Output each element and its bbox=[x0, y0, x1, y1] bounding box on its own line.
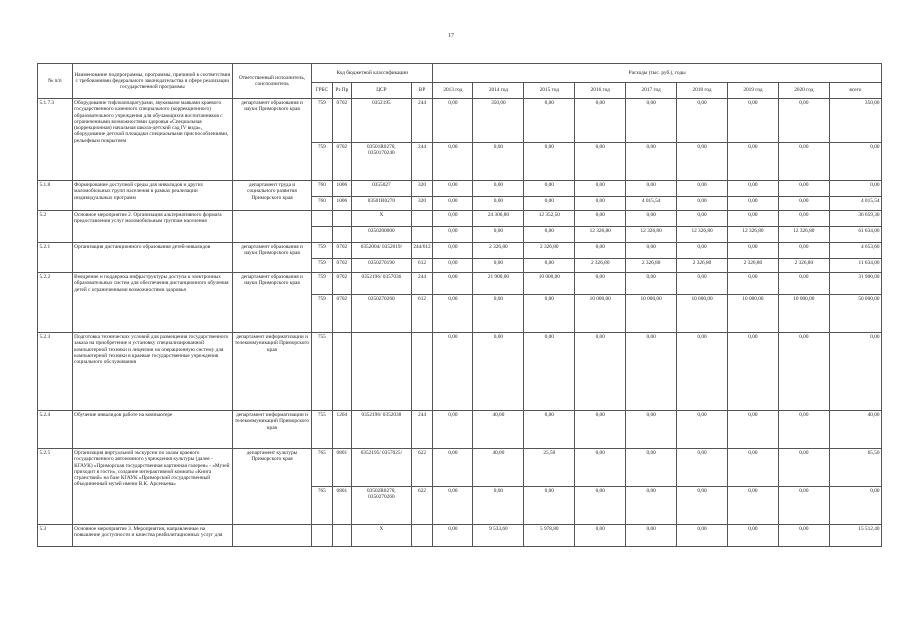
cell-2015: 0,00 bbox=[524, 295, 575, 333]
cell-2015: 0,00 bbox=[524, 197, 575, 211]
cell-2014: 0,00 bbox=[473, 333, 524, 411]
cell-2018: 0,00 bbox=[677, 411, 728, 449]
cell-2014: 40,00 bbox=[473, 411, 524, 449]
cell-2018: 0,00 bbox=[677, 143, 728, 181]
cell-2017: 0,00 bbox=[626, 211, 677, 227]
cell-2020: 10 000,00 bbox=[778, 295, 829, 333]
cell-2019: 0,00 bbox=[727, 197, 778, 211]
cell-2019: 2 326,80 bbox=[727, 259, 778, 273]
row-executor: департамент информатизации и телекоммуникаций Приморского края bbox=[232, 333, 311, 411]
cell-2017: 0,00 bbox=[626, 143, 677, 181]
cell-csr: 0352195/ 0357025/ bbox=[352, 449, 412, 487]
row-num: 5.2.5 bbox=[38, 449, 73, 525]
table-row bbox=[38, 273, 882, 295]
cell-total: 4 015,54 bbox=[829, 197, 881, 211]
cell-grbs: 755 bbox=[312, 333, 333, 411]
cell-2020: 0,00 bbox=[778, 449, 829, 487]
cell-2016: 0,00 bbox=[575, 143, 626, 181]
cell-2016: 0,00 bbox=[575, 333, 626, 411]
row-name: Основное мероприятие 3. Мероприятия, направленные на повышение доступности и качества реабилитационных услуг для bbox=[72, 525, 232, 547]
cell-vr: 320 bbox=[411, 181, 433, 197]
cell-2015: 0,00 bbox=[524, 333, 575, 411]
cell-rzpr: 1204 bbox=[332, 411, 351, 449]
cell-total: 36 659,30 bbox=[829, 211, 881, 227]
cell-2016: 0,00 bbox=[575, 487, 626, 525]
table-row bbox=[38, 181, 882, 197]
cell-2016: 0,00 bbox=[575, 449, 626, 487]
header-expenses: Расходы (тыс. руб.), годы bbox=[433, 64, 882, 83]
cell-2018: 0,00 bbox=[677, 525, 728, 547]
cell-csr: 03501R0270 bbox=[352, 197, 412, 211]
cell-grbs: 759 bbox=[312, 99, 333, 143]
cell-total: 11 634,00 bbox=[829, 259, 881, 273]
cell-2019: 0,00 bbox=[727, 99, 778, 143]
cell-2015: 12 352,50 bbox=[524, 211, 575, 227]
cell-2015: 0,00 bbox=[524, 411, 575, 449]
cell-2013: 0,00 bbox=[433, 227, 473, 243]
cell-2015: 0,00 bbox=[524, 143, 575, 181]
cell-2017: 0,00 bbox=[626, 487, 677, 525]
row-num: 5.2.3 bbox=[38, 333, 73, 411]
cell-2018: 0,00 bbox=[677, 487, 728, 525]
cell-2016: 0,00 bbox=[575, 211, 626, 227]
cell-grbs: 759 bbox=[312, 273, 333, 295]
cell-2014: 0,00 bbox=[473, 259, 524, 273]
cell-total: 15 512,40 bbox=[829, 525, 881, 547]
cell-total: 65,50 bbox=[829, 449, 881, 487]
cell-2018: 0,00 bbox=[677, 449, 728, 487]
cell-2016: 2 326,80 bbox=[575, 259, 626, 273]
cell-vr: 244 bbox=[411, 143, 433, 181]
cell-2015: 0,00 bbox=[524, 181, 575, 197]
cell-2015: 2 326,80 bbox=[524, 243, 575, 259]
row-num: 5.3 bbox=[38, 525, 73, 547]
cell-2013: 0,00 bbox=[433, 99, 473, 143]
cell-total: 0,00 bbox=[829, 333, 881, 411]
cell-2019: 0,00 bbox=[727, 333, 778, 411]
cell-vr: 622 bbox=[411, 487, 433, 525]
cell-2014: 0,00 bbox=[473, 143, 524, 181]
cell-2018: 0,00 bbox=[677, 181, 728, 197]
cell-vr: 612 bbox=[411, 295, 433, 333]
cell-vr: 244 bbox=[411, 411, 433, 449]
header-rzpr: Рз Пр bbox=[332, 83, 351, 99]
cell-2014: 0,00 bbox=[473, 487, 524, 525]
cell-2014: 40,00 bbox=[473, 449, 524, 487]
cell-2019: 0,00 bbox=[727, 487, 778, 525]
cell-rzpr: 0801 bbox=[332, 449, 351, 487]
header-vr: ВР bbox=[411, 83, 433, 99]
cell-rzpr: 0702 bbox=[332, 273, 351, 295]
cell-total: 40,00 bbox=[829, 411, 881, 449]
row-name: Организация дистанционного образования детей-инвалидов bbox=[72, 243, 232, 273]
cell-2016: 0,00 bbox=[575, 181, 626, 197]
row-num: 5.1.8 bbox=[38, 181, 73, 211]
cell-grbs: 759 bbox=[312, 243, 333, 259]
header-2017: 2017 год bbox=[626, 83, 677, 99]
cell-grbs: 759 bbox=[312, 295, 333, 333]
cell-csr: X bbox=[352, 525, 412, 547]
cell-csr: 0350270190 bbox=[352, 259, 412, 273]
cell-2013: 0,00 bbox=[433, 197, 473, 211]
cell-2019: 0,00 bbox=[727, 525, 778, 547]
cell-2019: 0,00 bbox=[727, 449, 778, 487]
header-csr: ЦСР bbox=[352, 83, 412, 99]
row-executor: департамент образования и науки Приморского края bbox=[232, 273, 311, 333]
cell-rzpr: 0702 bbox=[332, 243, 351, 259]
cell-total: 0,00 bbox=[829, 181, 881, 197]
cell-2013: 0,00 bbox=[433, 411, 473, 449]
cell-grbs: 755 bbox=[312, 411, 333, 449]
row-num: 5.2 bbox=[38, 211, 73, 243]
header-2016: 2016 год bbox=[575, 83, 626, 99]
cell-2017: 0,00 bbox=[626, 333, 677, 411]
cell-2014: 21 900,00 bbox=[473, 273, 524, 295]
cell-2017: 0,00 bbox=[626, 411, 677, 449]
row-num: 5.2.4 bbox=[38, 411, 73, 449]
cell-2019: 0,00 bbox=[727, 181, 778, 197]
cell-2020: 0,00 bbox=[778, 411, 829, 449]
cell-csr: 0352196/ 0352038 bbox=[352, 411, 412, 449]
cell-2019: 10 000,00 bbox=[727, 295, 778, 333]
cell-rzpr: 0702 bbox=[332, 99, 351, 143]
header-2018: 2018 год bbox=[677, 83, 728, 99]
cell-rzpr: 0702 bbox=[332, 259, 351, 273]
cell-2020: 0,00 bbox=[778, 211, 829, 227]
cell-2020: 2 326,80 bbox=[778, 259, 829, 273]
row-name: Формирование доступной среды для инвалидов и других маломобильных групп населения в рамках реализации индивидуальных программ bbox=[72, 181, 232, 211]
cell-2020: 0,00 bbox=[778, 333, 829, 411]
cell-2020: 0,00 bbox=[778, 197, 829, 211]
cell-2017: 0,00 bbox=[626, 181, 677, 197]
cell-total: 61 634,00 bbox=[829, 227, 881, 243]
row-executor: департамент образования и науки Приморского края bbox=[232, 243, 311, 273]
row-executor: департамент культуры Приморского края bbox=[232, 449, 311, 525]
cell-2020: 0,00 bbox=[778, 487, 829, 525]
header-budget-code: Код бюджетной классификации bbox=[312, 64, 433, 83]
cell-csr: 03501R0270, 0350170240 bbox=[352, 143, 412, 181]
table-row bbox=[38, 99, 882, 143]
cell-2015: 25,50 bbox=[524, 449, 575, 487]
header-executor: Ответственный исполнитель, соисполнитель bbox=[232, 64, 311, 99]
cell-rzpr: 0702 bbox=[332, 295, 351, 333]
cell-total: 4 653,60 bbox=[829, 243, 881, 259]
cell-2019: 0,00 bbox=[727, 211, 778, 227]
cell-grbs: 760 bbox=[312, 197, 333, 211]
cell-grbs: 759 bbox=[312, 143, 333, 181]
cell-csr: 0352196/ 0357036 bbox=[352, 273, 412, 295]
cell-total: 31 900,00 bbox=[829, 273, 881, 295]
cell-2013: 0,00 bbox=[433, 243, 473, 259]
cell-2020: 0,00 bbox=[778, 273, 829, 295]
cell-csr: 03502R0270, 0350270260 bbox=[352, 487, 412, 525]
cell-2014: 9 533,60 bbox=[473, 525, 524, 547]
cell-2013: 0,00 bbox=[433, 525, 473, 547]
row-name: Подготовка технических условий для размещения государственного заказа на приобретение и установку специализированной компьютерной техники и лицензии на операционную систему для компьютерной техники в краевые государственные учреждения социального обслуживания bbox=[72, 333, 232, 411]
cell-rzpr: 0702 bbox=[332, 143, 351, 181]
cell-2014: 350,00 bbox=[473, 99, 524, 143]
header-name: Наименование подпрограммы, программы, причиной в соответствии с требованиями федерального законодательства в сфере реализации государственной программы bbox=[72, 64, 232, 99]
cell-2016: 0,00 bbox=[575, 525, 626, 547]
cell-2016: 0,00 bbox=[575, 273, 626, 295]
table-row bbox=[38, 449, 882, 487]
cell-2015: 10 000,00 bbox=[524, 273, 575, 295]
cell-vr: 622 bbox=[411, 449, 433, 487]
cell-2018: 0,00 bbox=[677, 273, 728, 295]
cell-2018: 0,00 bbox=[677, 243, 728, 259]
row-num: 5.1.7.3 bbox=[38, 99, 73, 181]
cell-total: 0,00 bbox=[829, 143, 881, 181]
cell-vr: 244/612 bbox=[411, 243, 433, 259]
cell-2014: 0,00 bbox=[473, 181, 524, 197]
cell-2016: 10 000,00 bbox=[575, 295, 626, 333]
cell-2016: 12 326,80 bbox=[575, 227, 626, 243]
cell-2014: 24 306,80 bbox=[473, 211, 524, 227]
cell-total: 50 000,00 bbox=[829, 295, 881, 333]
cell-2020: 0,00 bbox=[778, 99, 829, 143]
cell-2013: 0,00 bbox=[433, 333, 473, 411]
cell-2020: 12 326,80 bbox=[778, 227, 829, 243]
cell-2013: 0,00 bbox=[433, 181, 473, 197]
cell-2015: 0,00 bbox=[524, 227, 575, 243]
cell-2013: 0,00 bbox=[433, 259, 473, 273]
cell-total: 0,00 bbox=[829, 487, 881, 525]
cell-grbs: 760 bbox=[312, 181, 333, 197]
cell-csr: 0350270260 bbox=[352, 295, 412, 333]
cell-2017: 0,00 bbox=[626, 273, 677, 295]
cell-csr: 0350200000 bbox=[352, 227, 412, 243]
cell-rzpr: 1006 bbox=[332, 181, 351, 197]
row-num: 5.2.2 bbox=[38, 273, 73, 333]
cell-2013: 0,00 bbox=[433, 487, 473, 525]
cell-rzpr: 0801 bbox=[332, 487, 351, 525]
cell-2018: 0,00 bbox=[677, 333, 728, 411]
cell-2013: 0,00 bbox=[433, 295, 473, 333]
cell-2020: 0,00 bbox=[778, 181, 829, 197]
cell-2016: 0,00 bbox=[575, 243, 626, 259]
cell-vr: 244 bbox=[411, 273, 433, 295]
cell-2019: 0,00 bbox=[727, 143, 778, 181]
cell-2013: 0,00 bbox=[433, 143, 473, 181]
cell-2017: 2 326,80 bbox=[626, 259, 677, 273]
header-total: всего bbox=[829, 83, 881, 99]
cell-vr: 320 bbox=[411, 197, 433, 211]
header-2020: 2020 год bbox=[778, 83, 829, 99]
cell-2013: 0,00 bbox=[433, 211, 473, 227]
cell-2014: 0,00 bbox=[473, 295, 524, 333]
table-row bbox=[38, 243, 882, 259]
header-2019: 2019 год bbox=[727, 83, 778, 99]
cell-2015: 0,00 bbox=[524, 259, 575, 273]
cell-2016: 0,00 bbox=[575, 411, 626, 449]
header-2013: 2013 год bbox=[433, 83, 473, 99]
row-name: Основное мероприятие 2. Организация альтернативного формата предоставления услуг маломобильным группам населения bbox=[72, 211, 232, 243]
cell-2016: 0,00 bbox=[575, 197, 626, 211]
cell-2018: 0,00 bbox=[677, 197, 728, 211]
cell-2014: 2 326,80 bbox=[473, 243, 524, 259]
cell-2014: 0,00 bbox=[473, 197, 524, 211]
cell-2013: 0,00 bbox=[433, 449, 473, 487]
cell-2019: 0,00 bbox=[727, 411, 778, 449]
cell-2016: 0,00 bbox=[575, 99, 626, 143]
cell-grbs: 759 bbox=[312, 259, 333, 273]
cell-2015: 5 978,80 bbox=[524, 525, 575, 547]
cell-total: 350,00 bbox=[829, 99, 881, 143]
cell-csr: X bbox=[352, 211, 412, 227]
cell-2017: 0,00 bbox=[626, 99, 677, 143]
cell-rzpr: 1006 bbox=[332, 197, 351, 211]
cell-2017: 0,00 bbox=[626, 525, 677, 547]
row-num: 5.2.1 bbox=[38, 243, 73, 273]
cell-2015: 0,00 bbox=[524, 99, 575, 143]
table-row bbox=[38, 525, 882, 547]
table-header bbox=[38, 64, 882, 99]
header-2015: 2015 год bbox=[524, 83, 575, 99]
budget-table bbox=[37, 63, 882, 547]
row-name: Организация виртуальной экскурсии по залам краевого государственного автономного учреждения культуры (далее - КГАУК) «Приморская государственная картинная галерея» - «Музей приходит в гости», создание интерактивной комнаты «Книга странствий» на базе КГАУК «Приморский государственный объединенный музей имени В.К. Арсеньева» bbox=[72, 449, 232, 525]
cell-2018: 10 000,00 bbox=[677, 295, 728, 333]
cell-2015: 0,00 bbox=[524, 487, 575, 525]
cell-2020: 0,00 bbox=[778, 143, 829, 181]
cell-vr: 244 bbox=[411, 99, 433, 143]
cell-2019: 12 326,80 bbox=[727, 227, 778, 243]
cell-2017: 4 015,54 bbox=[626, 197, 677, 211]
cell-2019: 0,00 bbox=[727, 243, 778, 259]
cell-2017: 10 000,00 bbox=[626, 295, 677, 333]
cell-2017: 12 326,80 bbox=[626, 227, 677, 243]
cell-2020: 0,00 bbox=[778, 525, 829, 547]
cell-2018: 0,00 bbox=[677, 211, 728, 227]
cell-grbs: 765 bbox=[312, 487, 333, 525]
cell-2020: 0,00 bbox=[778, 243, 829, 259]
row-name: Оборудование тифлоаппаратурами, звуковыми маяками краевого государственного казенного специального (коррекционного) образовательного учреждения для обучающихся воспитанников с ограниченными возможностями здоровья «Специальная (коррекционная) начальная школа-детский сад IV вида», оборудование детской площадки специальными приспособлениями, рельефным покрытием bbox=[72, 99, 232, 181]
table-row bbox=[38, 333, 882, 411]
header-num: № п/п bbox=[38, 64, 73, 99]
page-number: 17 bbox=[448, 33, 454, 39]
cell-2014: 0,00 bbox=[473, 227, 524, 243]
table-row bbox=[38, 211, 882, 227]
cell-csr: 0352004/ 0352019/ bbox=[352, 243, 412, 259]
cell-grbs: 765 bbox=[312, 449, 333, 487]
cell-csr: 0355027 bbox=[352, 181, 412, 197]
cell-2018: 2 326,80 bbox=[677, 259, 728, 273]
row-name: Внедрение и поддержка инфраструктуры доступа к электронных образовательных систем для обеспечения дистанционного обучения детей с ограниченными возможностями здоровья bbox=[72, 273, 232, 333]
cell-2018: 0,00 bbox=[677, 99, 728, 143]
cell-2019: 0,00 bbox=[727, 273, 778, 295]
header-grbs: ГРБС bbox=[312, 83, 333, 99]
cell-2013: 0,00 bbox=[433, 273, 473, 295]
row-name: Обучение инвалидов работе на компьютере bbox=[72, 411, 232, 449]
cell-2017: 0,00 bbox=[626, 449, 677, 487]
cell-2017: 0,00 bbox=[626, 243, 677, 259]
cell-vr: 612 bbox=[411, 259, 433, 273]
table-row bbox=[38, 411, 882, 449]
row-executor: департамент информатизации и телекоммуникаций Приморского края bbox=[232, 411, 311, 449]
cell-2018: 12 326,80 bbox=[677, 227, 728, 243]
cell-csr: 0352195 bbox=[352, 99, 412, 143]
row-executor: департамент образования и науки Приморского края bbox=[232, 99, 311, 181]
header-2014: 2014 год bbox=[473, 83, 524, 99]
row-executor: департамент труда и социального развития Приморского края bbox=[232, 181, 311, 211]
